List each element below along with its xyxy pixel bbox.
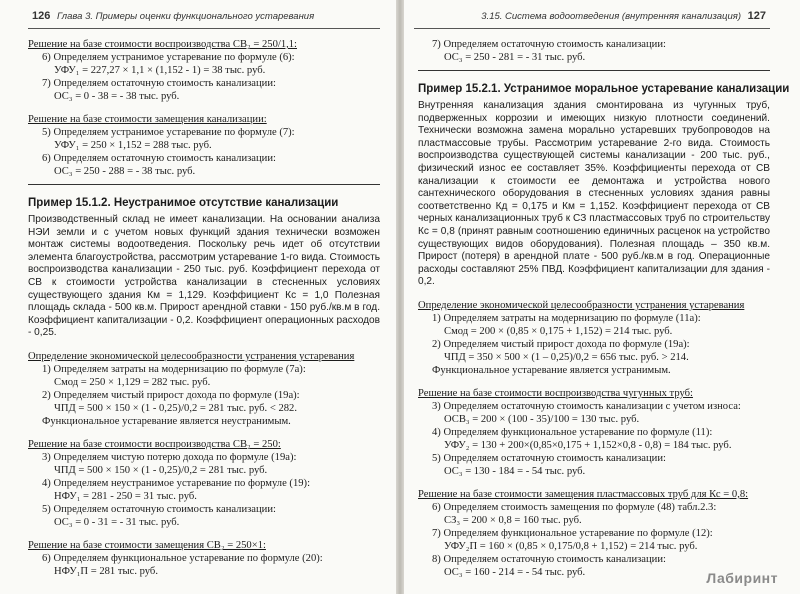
text-line: ОСВ₃ = 200 × (100 - 35)/100 = 130 тыс. руб.	[444, 413, 640, 425]
paragraph: Внутренняя канализация здания смонтирована из чугунных труб, подверженных коррозии и имеющих низкую плотности соединений. Технически возможна замена морально устаревших трубопроводов на пластмассовые трубы. Рассмотрим устаревание 2-го вида. Стоимость воспроизводства существующей системы канализации - 200 тыс. руб., физический износ ее составляет 35%. Коэффициенты перехода от СВ канализации к стоимости ее демонтажа и устройства нового сантехнического оборудования в стесненных условиях здания равны соответственно Кд = 0,175 и Км = 1,152. Коэффициент перехода от СВ черных канализационных труб к СЗ пластмассовых труб по строительству Кс = 0,8 (принят равным соотношению единичных расценок на устройство существующих видов оборудования). Полезная площадь – 350 кв.м. Прирост (потеря) в арендной плате - 500 руб./кв.м в год. Операционные расходы составляют 25% ПВД. Коэффициент капитализации для здания - 0,2.	[418, 100, 770, 288]
section-heading: Решение на базе стоимости замещения канализации:	[28, 114, 267, 125]
left-running-head	[28, 10, 380, 29]
text-line: УФУ₂П = 160 × (0,85 × 0,175/0,8 + 1,152) = 214 тыс. руб.	[444, 540, 698, 552]
text-line: 2) Определяем чистый прирост дохода по формуле (19а):	[42, 389, 300, 401]
right-page-number: 127	[747, 10, 766, 22]
right-running-head	[414, 10, 770, 29]
text-line: 3) Определяем остаточную стоимость канализации с учетом износа:	[432, 400, 741, 412]
text-line: Функциональное устаревание является неустранимым.	[42, 415, 291, 427]
text-line: 4) Определяем функциональное устаревание по формуле (11):	[432, 426, 713, 438]
separator-rule	[418, 70, 770, 71]
text-line: УФУ₁ = 227,27 × 1,1 × (1,152 - 1) = 38 тыс. руб.	[54, 65, 266, 76]
text-line: 2) Определяем чистый прирост дохода по формуле (19а):	[432, 338, 690, 350]
section-heading: Определение экономической целесообразности устранения устаревания	[418, 299, 745, 311]
text-line: ОС₃ = 160 - 214 = - 54 тыс. руб.	[444, 566, 586, 578]
text-line: ЧПД = 500 × 150 × (1 - 0,25)/0,2 = 281 тыс. руб.	[54, 464, 268, 476]
section-heading: Решение на базе стоимости воспроизводства СВ₂ = 250:	[28, 438, 281, 450]
text-line: ОС₃ = 250 - 288 = - 38 тыс. руб.	[54, 166, 196, 177]
left-page-body	[28, 38, 380, 578]
section-heading: Решение на базе стоимости замещения СВ₂ = 250×1:	[28, 539, 266, 551]
section-heading: Решение на базе стоимости воспроизводства чугунных труб:	[418, 387, 693, 399]
right-page-body	[418, 38, 790, 579]
text-line: ОС₃ = 0 - 38 = - 38 тыс. руб.	[54, 91, 180, 102]
left-page	[0, 0, 396, 594]
text-line: 5) Определяем устранимое устаревание по формуле (7):	[42, 127, 295, 138]
text-line: 7) Определяем функциональное устаревание по формуле (12):	[432, 527, 713, 539]
text-line: 6) Определяем стоимость замещения по формуле (48) табл.2.3:	[432, 501, 717, 513]
text-line: 6) Определяем остаточную стоимость канализации:	[42, 153, 276, 164]
text-line: Cмод = 200 × (0,85 × 0,175 + 1,152) = 214 тыс. руб.	[444, 325, 673, 337]
right-running-head-text: 3.15. Система водоотведения (внутренняя канализация)	[481, 11, 741, 22]
text-line: 3) Определяем чистую потерю дохода по формуле (19а):	[42, 451, 297, 463]
book-gutter	[396, 0, 404, 594]
text-line: 5) Определяем остаточную стоимость канализации:	[42, 503, 276, 515]
text-line: НФУ₁ = 281 - 250 = 31 тыс. руб.	[54, 490, 197, 502]
text-line: 7) Определяем остаточную стоимость канализации:	[42, 78, 276, 89]
left-running-head-text: Глава 3. Примеры оценки функционального устаревания	[57, 11, 315, 22]
text-line: 4) Определяем неустранимое устаревание по формуле (19):	[42, 477, 311, 489]
text-line: Cмод = 250 × 1,129 = 282 тыс. руб.	[54, 376, 211, 388]
text-line: Функциональное устаревание является устранимым.	[432, 364, 671, 376]
text-line: СЗ₃ = 200 × 0,8 = 160 тыс. руб.	[444, 514, 582, 526]
right-page	[404, 0, 800, 594]
section-heading: Решение на базе стоимости воспроизводства СВ₂ = 250/1,1:	[28, 39, 298, 50]
text-line: ОС₃ = 250 - 281 = - 31 тыс. руб.	[444, 52, 586, 63]
separator-rule	[28, 184, 380, 185]
labirint-watermark: Лабиринт	[706, 570, 778, 586]
text-line: НФУ₁П = 281 тыс. руб.	[54, 565, 158, 577]
text-line: УФУ₁ = 250 × 1,152 = 288 тыс. руб.	[54, 140, 212, 151]
text-line: 8) Определяем остаточную стоимость канализации:	[432, 553, 666, 565]
text-line: ЧПД = 500 × 150 × (1 - 0,25)/0,2 = 281 тыс. руб. < 282.	[54, 402, 297, 414]
left-page-number: 126	[32, 10, 51, 22]
text-line: ЧПД = 350 × 500 × (1 – 0,25)/0,2 = 656 тыс. руб. > 214.	[444, 351, 689, 363]
text-line: 6) Определяем устранимое устаревание по формуле (6):	[42, 52, 295, 63]
text-line: 7) Определяем остаточную стоимость канализации:	[432, 39, 666, 50]
example-title: Пример 15.2.1. Устранимое моральное устаревание канализации	[418, 83, 790, 95]
text-line: 5) Определяем остаточную стоимость канализации:	[432, 452, 666, 464]
example-title: Пример 15.1.2. Неустранимое отсутствие канализации	[28, 197, 339, 209]
paragraph: Производственный склад не имеет канализации. На основании анализа НЭИ земли и с учетом новых функций здания технически возможен монтаж системы водоотведения. Поскольку речь идет об отсутствии элемента благоустройства, рассмотрим устаревание 1-го вида. Стоимость воспроизводства канализации - 250 тыс. руб. Коэффициент перехода от СВ к стоимости устройства канализации в стесненных условиях существующего здания Км = 1,129. Коэффициент Кс = 1,0 Полезная площадь склада - 500 кв.м. Прирост арендной ставки - 150 руб./кв.м в год. Коэффициент капитализации - 0,2. Коэффициент операционных расходов - 0,25.	[28, 214, 380, 339]
section-heading: Определение экономической целесообразности устранения устаревания	[28, 350, 355, 362]
text-line: 6) Определяем функциональное устаревание по формуле (20):	[42, 552, 323, 564]
text-line: ОС₃ = 0 - 31 = - 31 тыс. руб.	[54, 516, 180, 528]
text-line: 1) Определяем затраты на модернизацию по формуле (7а):	[42, 363, 306, 375]
text-line: 1) Определяем затраты на модернизацию по формуле (11а):	[432, 312, 701, 324]
text-line: УФУ₂ = 130 + 200×(0,85×0,175 + 1,152×0,8 - 0,8) = 184 тыс. руб.	[444, 439, 732, 451]
text-line: ОС₃ = 130 - 184 = - 54 тыс. руб.	[444, 465, 586, 477]
section-heading: Решение на базе стоимости замещения пластмассовых труб для Кс = 0,8:	[418, 488, 749, 500]
